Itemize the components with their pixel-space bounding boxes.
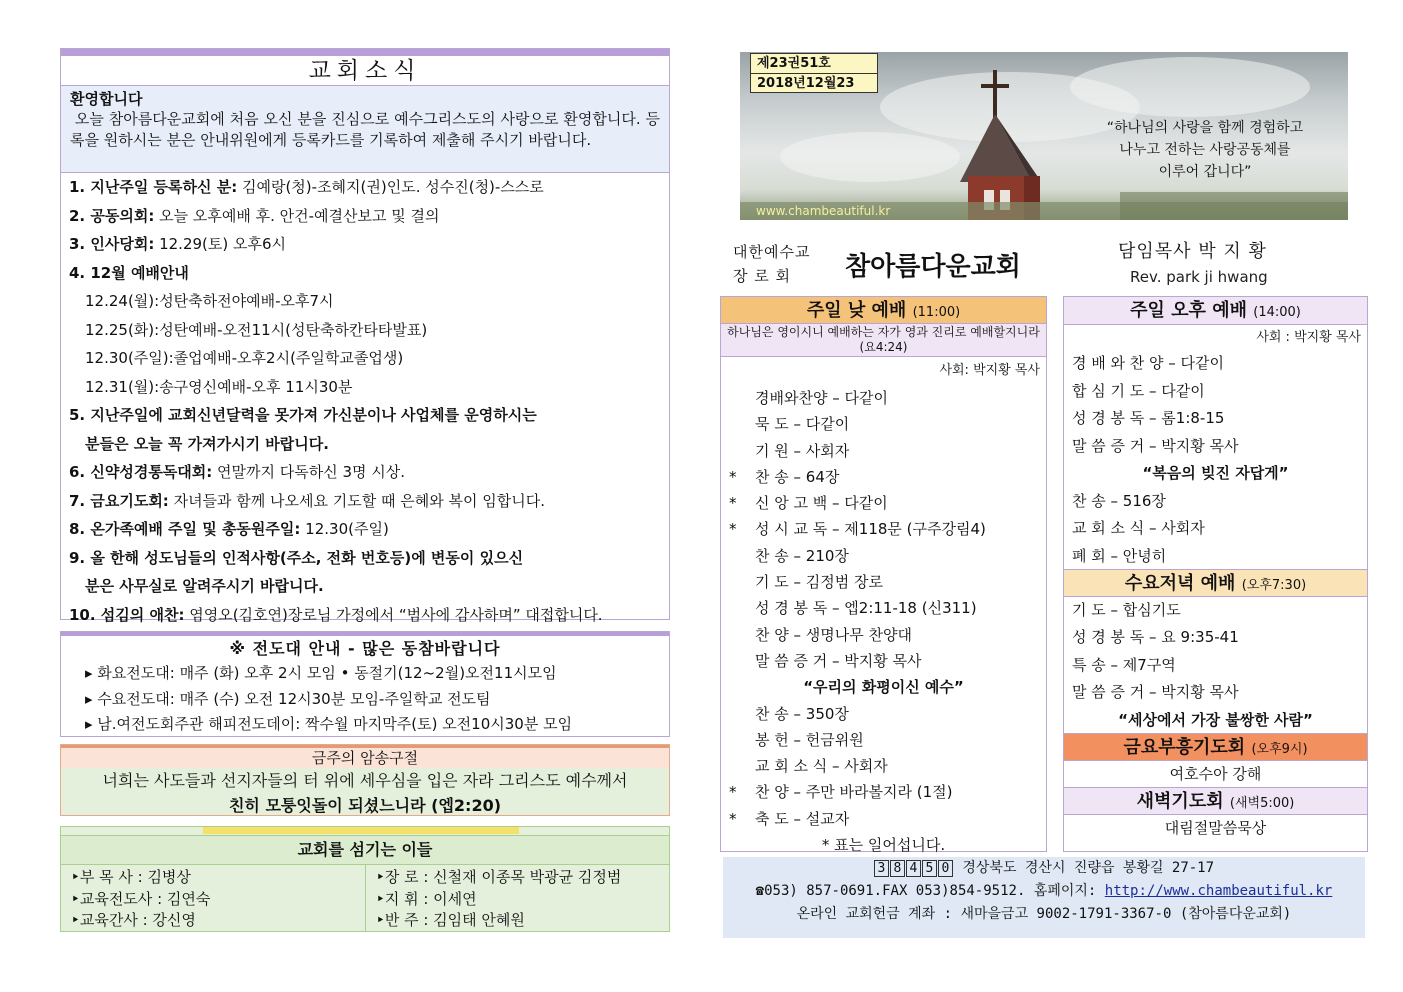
staff-box xyxy=(60,826,670,932)
news-item-text: 12.30(주일):졸업예배-오후2시(주일학교졸업생) xyxy=(85,349,404,367)
friday-title: 금요부흥기도회 xyxy=(1123,736,1246,758)
news-item xyxy=(69,572,661,601)
news-item xyxy=(69,373,661,402)
sunday-am-time: (11:00) xyxy=(912,305,961,320)
pastor-name-english: Rev. park ji hwang xyxy=(1130,268,1268,286)
dawn-header xyxy=(1064,787,1367,815)
sunday-am-item xyxy=(721,753,1046,779)
news-item xyxy=(69,515,661,544)
sunday-am-item-text: 신 앙 고 백 – 다같이 xyxy=(755,494,888,513)
sunday-am-item xyxy=(721,543,1046,569)
sunday-am-item-text: 기 원 – 사회자 xyxy=(755,441,850,460)
sunday-am-item-text: 찬 송 – 64장 xyxy=(755,467,840,486)
news-item-text: 자녀들과 함께 나오세요 기도할 때 은혜와 복이 임합니다. xyxy=(168,491,545,510)
zip-digit: 8 xyxy=(890,860,905,877)
staff-item: ‣교육전도사 : 김연숙 xyxy=(71,889,211,908)
sunday-am-item xyxy=(721,385,1046,411)
wednesday-title: 수요저녁 예배 xyxy=(1124,572,1236,594)
news-item xyxy=(69,287,661,316)
sunday-am-item-text: 축 도 – 설교자 xyxy=(755,809,850,828)
news-item-heading: 6. 신약성경통독대회: xyxy=(69,463,213,481)
sunday-am-item xyxy=(721,516,1046,542)
issue-info xyxy=(750,53,878,93)
address: 경상북도 경산시 진량읍 봉황길 27-17 xyxy=(953,860,1215,876)
wednesday-time: (오후7:30) xyxy=(1241,577,1307,593)
news-item-heading: 8. 온가족예배 주일 및 총동원주일: xyxy=(69,520,301,538)
issue-number: 제23권51호 xyxy=(757,56,831,71)
news-item-text: 김예랑(청)-조혜지(권)인도. 성수진(청)-스스로 xyxy=(237,178,544,196)
standing-asterisk-icon: * xyxy=(729,809,737,828)
staff-top-bar xyxy=(61,827,669,835)
sunday-am-officiant: 사회: 박지황 목사 xyxy=(939,363,1040,378)
evangelism-item: ▸ 남.여전도회주관 해피전도데이: 짝수월 마지막주(토) 오전10시30분 모임 xyxy=(85,715,573,733)
news-item-text: 12.24(월):성탄축하전야예배-오후7시 xyxy=(85,292,334,310)
staff-left-column xyxy=(61,865,365,932)
news-item xyxy=(69,230,661,259)
sunday-pm-item: 말 씀 증 거 – 박지황 목사 xyxy=(1072,436,1239,455)
sunday-am-item xyxy=(721,701,1046,727)
banner-quote-line: 나누고 전하는 사랑공동체를 xyxy=(1119,142,1291,158)
sunday-am-item-text: 찬 송 – 210장 xyxy=(755,546,849,565)
news-item-heading: 10. 섬김의 애찬: xyxy=(69,605,185,624)
evangelism-box xyxy=(60,631,670,737)
news-item xyxy=(69,316,661,345)
sunday-am-item xyxy=(721,806,1046,832)
news-item xyxy=(69,202,661,231)
welcome-box xyxy=(61,86,669,173)
dawn-text: 대림절말씀묵상 xyxy=(1164,818,1267,837)
evangelism-title: ※ 전도대 안내 - 많은 동참바랍니다 xyxy=(229,639,501,658)
sunday-am-item-text: 교 회 소 식 – 사회자 xyxy=(755,757,888,776)
memory-verse-box xyxy=(60,744,670,816)
staff-right-column xyxy=(365,865,669,932)
news-item-heading: 분은 사무실로 알려주시기 바랍니다. xyxy=(85,577,324,595)
sunday-morning-service xyxy=(720,296,1047,855)
news-item-text: 염영오(김호연)장로님 가정에서 “범사에 감사하며” 대접합니다. xyxy=(184,605,603,624)
pastor-name: 담임목사 박 지 황 xyxy=(1118,241,1267,262)
sunday-am-item xyxy=(721,569,1046,595)
evangelism-item: ▸ 수요전도대: 매주 (수) 오전 12시30분 모임-주일학교 전도팀 xyxy=(85,689,491,708)
church-news-box xyxy=(60,48,670,624)
sunday-am-item xyxy=(721,490,1046,516)
offering-account: 온라인 교회헌금 계좌 : 새마을금고 9002-1791-3367-0 (참아름다운교회) xyxy=(796,906,1292,922)
wednesday-item: 특 송 – 제7구역 xyxy=(1072,655,1176,674)
church-contact-footer xyxy=(723,857,1365,938)
banner-url: www.chambeautiful.kr xyxy=(756,204,891,218)
sunday-pm-sermon: “복음의 빚진 자답게” xyxy=(1142,464,1289,482)
sunday-am-item xyxy=(721,438,1046,464)
wednesday-sermon: “세상에서 가장 불쌍한 사람” xyxy=(1118,710,1313,729)
friday-time: (오후9시) xyxy=(1251,741,1308,757)
website-link[interactable]: http://www.chambeautiful.kr xyxy=(1104,883,1333,899)
zip-digit: 4 xyxy=(906,860,921,877)
news-item-text: 12.29(토) 오후6시 xyxy=(154,235,287,253)
sunday-am-item-text: “우리의 화평이신 예수” xyxy=(803,678,964,697)
denomination xyxy=(733,240,828,288)
staff-item: ‣교육간사 : 강신영 xyxy=(71,911,196,929)
standing-asterisk-icon: * xyxy=(729,783,737,802)
evangelism-item: ▸ 화요전도대: 매주 (화) 오후 2시 모임 • 동절기(12~2월)오전11시모임 xyxy=(85,664,557,682)
sunday-am-item-text: 경배와찬양 – 다같이 xyxy=(755,389,888,407)
news-item xyxy=(69,173,661,202)
news-item-text: 12.30(주일) xyxy=(300,520,389,538)
sunday-pm-item: 경 배 와 찬 양 – 다같이 xyxy=(1072,354,1225,372)
sunday-am-item xyxy=(721,779,1046,805)
sunday-am-item-text: 기 도 – 김정범 장로 xyxy=(755,573,884,592)
friday-text: 여호수아 강해 xyxy=(1169,764,1262,783)
news-item xyxy=(69,601,661,630)
sunday-am-sermon xyxy=(721,674,1046,700)
sunday-am-item-text: 말 씀 증 거 – 박지황 목사 xyxy=(755,651,922,670)
banner-quote-line: “하나님의 사랑을 함께 경험하고 xyxy=(1106,120,1304,136)
news-list xyxy=(61,173,669,629)
sunday-am-item xyxy=(721,595,1046,621)
news-item xyxy=(69,487,661,516)
standing-asterisk-icon: * xyxy=(729,520,737,539)
sunday-am-item-text: 묵 도 – 다같이 xyxy=(755,415,850,434)
sunday-am-item-text: 성 경 봉 독 – 엡2:11-18 (신311) xyxy=(755,599,977,618)
zip-digit: 0 xyxy=(938,860,953,877)
news-item-text: 12.25(화):성탄예배-오전11시(성탄축하칸타타발표) xyxy=(85,320,428,339)
news-item-heading: 3. 인사당회: xyxy=(69,235,155,253)
news-item-heading: 분들은 오늘 꼭 가져가시기 바랍니다. xyxy=(85,434,329,453)
welcome-body-text: 오늘 참아름다운교회에 처음 오신 분을 진심으로 예수그리스도의 사랑으로 환영합니다. 등록을 원하시는 분은 안내위원에게 등록카드를 기록하여 제출해 주시기 바랍니다. xyxy=(70,110,660,149)
sunday-am-item xyxy=(721,727,1046,753)
news-item-heading: 4. 12월 예배안내 xyxy=(69,263,189,282)
news-item-heading: 5. 지난주일에 교회신년달력을 못가져 가신분이나 사업체를 운영하시는 xyxy=(69,406,537,424)
sunday-am-item-text: 봉 헌 – 헌금위원 xyxy=(755,730,864,749)
news-item-heading: 1. 지난주일 등록하신 분: xyxy=(69,178,238,196)
news-top-bar xyxy=(61,49,669,56)
sunday-pm-time: (14:00) xyxy=(1253,305,1301,320)
sunday-am-item xyxy=(721,464,1046,490)
phone-line xyxy=(723,880,1365,903)
news-item xyxy=(69,401,661,430)
news-item-heading: 9. 올 한해 성도님들의 인적사항(주소, 전화 번호등)에 변동이 있으신 xyxy=(69,548,524,567)
wednesday-item: 기 도 – 합심기도 xyxy=(1072,600,1181,619)
news-item-heading: 2. 공동의회: xyxy=(69,206,155,225)
sunday-am-item xyxy=(721,411,1046,437)
sunday-am-title: 주일 낮 예배 xyxy=(806,300,907,321)
sunday-am-header xyxy=(721,297,1046,324)
wednesday-header xyxy=(1064,569,1367,597)
sunday-pm-item: 폐 회 – 안녕히 xyxy=(1072,546,1167,565)
banner-quote xyxy=(1080,117,1330,183)
church-name: 참아름다운교회 xyxy=(845,252,1021,282)
sunday-pm-item: 합 심 기 도 – 다같이 xyxy=(1072,381,1205,400)
news-item-text: 연말까지 다독하신 3명 시상. xyxy=(212,463,406,481)
sunday-am-item-text: 찬 양 – 주만 바라볼지라 (1절) xyxy=(755,783,953,802)
sunday-pm-title: 주일 오후 예배 xyxy=(1130,300,1247,321)
news-item-heading: 7. 금요기도회: xyxy=(69,491,169,510)
sunday-pm-item: 찬 송 – 516장 xyxy=(1072,491,1166,510)
sunday-pm-item: 교 회 소 식 – 사회자 xyxy=(1072,519,1205,537)
sunday-pm-officiant: 사회 : 박지황 목사 xyxy=(1256,330,1361,345)
staff-item: ‣지 휘 : 이세연 xyxy=(376,889,477,908)
sunday-am-item-text: 찬 송 – 350장 xyxy=(755,704,849,723)
staff-title: 교회를 섬기는 이들 xyxy=(61,835,669,865)
sunday-am-item-text: 성 시 교 독 – 제118문 (구주강림4) xyxy=(755,520,986,539)
news-item xyxy=(69,344,661,373)
sunday-am-item xyxy=(721,648,1046,674)
verse-title: 금주의 암송구절 xyxy=(61,748,669,768)
welcome-heading: 환영합니다 xyxy=(70,90,143,108)
dawn-time: (새벽5:00) xyxy=(1229,795,1295,811)
news-item xyxy=(69,259,661,288)
standing-asterisk-icon: * xyxy=(729,467,737,486)
sunday-am-item-text: 찬 양 – 생명나무 찬양대 xyxy=(755,625,912,644)
denomination-line: 대한예수교 xyxy=(733,243,811,261)
phone-fax: ☎053) 857-0691.FAX 053)854-9512. 홈페이지: xyxy=(755,883,1105,899)
sunday-am-order xyxy=(721,385,1046,832)
zip-digit: 3 xyxy=(874,860,889,877)
news-item-text: 12.31(월):송구영신예배-오후 11시30분 xyxy=(85,377,353,396)
news-title: 교회소식 xyxy=(61,56,669,86)
staff-item: ‣부 목 사 : 김병상 xyxy=(71,868,191,886)
other-services xyxy=(1063,296,1368,852)
verse-line-1: 너희는 사도들과 선지자들의 터 위에 세우심을 입은 자라 그리스도 예수께서 xyxy=(102,771,628,790)
address-line xyxy=(723,857,1365,880)
wednesday-item: 성 경 봉 독 – 요 9:35-41 xyxy=(1072,628,1239,646)
sunday-am-subtitle: 하나님은 영이시니 예배하는 자가 영과 진리로 예배할지니라(요4:24) xyxy=(721,324,1046,357)
zip-digit: 5 xyxy=(922,860,937,877)
denomination-line: 장 로 회 xyxy=(733,267,792,285)
zip-code xyxy=(874,860,954,876)
news-item-text: 오늘 오후예배 후. 안건-예결산보고 및 결의 xyxy=(154,206,440,225)
staff-item: ‣장 로 : 신철재 이종목 박광균 김정범 xyxy=(376,868,622,886)
news-item xyxy=(69,430,661,459)
sunday-pm-item: 성 경 봉 독 – 롬1:8-15 xyxy=(1072,409,1225,427)
verse-line-2: 친히 모퉁잇돌이 되셨느니라 (엡2:20) xyxy=(228,796,502,815)
dawn-title: 새벽기도회 xyxy=(1136,790,1224,812)
banner-quote-line: 이루어 갑니다” xyxy=(1158,164,1252,180)
issue-date: 2018년12월23 xyxy=(751,73,877,93)
sunday-am-item xyxy=(721,622,1046,648)
standing-asterisk-icon: * xyxy=(729,494,737,513)
news-item xyxy=(69,544,661,573)
sunday-pm-header xyxy=(1064,297,1367,325)
welcome-body xyxy=(70,109,660,151)
standing-note: * 표는 일어섭니다. xyxy=(821,836,946,855)
wednesday-item: 말 씀 증 거 – 박지황 목사 xyxy=(1072,683,1239,701)
staff-item: ‣반 주 : 김임태 안혜원 xyxy=(376,911,525,929)
friday-header xyxy=(1064,733,1367,761)
news-item xyxy=(69,458,661,487)
